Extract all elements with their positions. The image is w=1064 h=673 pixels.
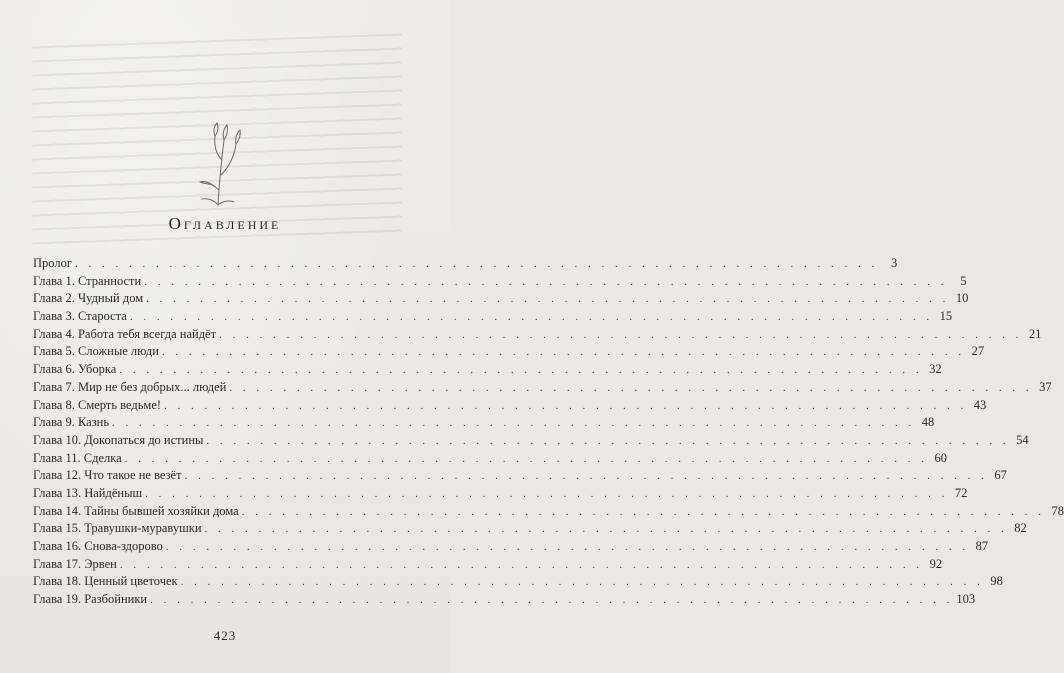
- toc-entry[interactable]: [33, 255, 898, 273]
- toc-entry[interactable]: [33, 591, 976, 609]
- toc-entry-label: Глава 1. Странности: [33, 273, 142, 288]
- toc-entry-label: Глава 9. Казнь: [33, 415, 110, 430]
- toc-entry[interactable]: [33, 308, 953, 326]
- dot-leader: . . . . . . . . . . . . . . . . . . . . . . . . . . . . . . . . . . . . . . . . . . . . . . . . . . . . . . . . . . . .: [180, 576, 984, 589]
- toc-entry-label: Глава 10. Докопаться до истины: [33, 432, 204, 447]
- toc-entry-label: Глава 5. Сложные люди: [33, 344, 159, 359]
- dot-leader: . . . . . . . . . . . . . . . . . . . . . . . . . . . . . . . . . . . . . . . . . . . . . . . . . . . . . . . . . . . .: [184, 470, 988, 483]
- dot-leader: . . . . . . . . . . . . . . . . . . . . . . . . . . . . . . . . . . . . . . . . . . . . . . . . . . . . . . . . . . . .: [164, 399, 968, 412]
- toc-entry[interactable]: [33, 361, 942, 379]
- toc-entry-page: 27: [971, 344, 985, 359]
- toc-entry-label: Глава 6. Уборка: [33, 362, 117, 377]
- toc-entry-label: Глава 7. Мир не без добрых... людей: [33, 379, 227, 394]
- toc-entry[interactable]: [33, 520, 1027, 538]
- dot-leader: . . . . . . . . . . . . . . . . . . . . . . . . . . . . . . . . . . . . . . . . . . . . . . . . . . . . . . . . . . . .: [150, 594, 954, 607]
- dot-leader: . . . . . . . . . . . . . . . . . . . . . . . . . . . . . . . . . . . . . . . . . . . . . . . . . . . . . . . . . . . .: [119, 364, 923, 377]
- dot-leader: . . . . . . . . . . . . . . . . . . . . . . . . . . . . . . . . . . . . . . . . . . . . . . . . . . . . . . . . . . . .: [206, 434, 1010, 447]
- toc-entry-label: Глава 13. Найдёныш: [33, 485, 143, 500]
- toc-entry-page: 92: [929, 556, 943, 571]
- toc-entry[interactable]: [33, 290, 969, 308]
- toc-entry-page: 43: [973, 397, 987, 412]
- dot-leader: . . . . . . . . . . . . . . . . . . . . . . . . . . . . . . . . . . . . . . . . . . . . . . . . . . . . . . . . . . . .: [229, 381, 1033, 394]
- toc-entry-label: Глава 8. Смерть ведьме!: [33, 397, 162, 412]
- toc-entry-page: 37: [1039, 379, 1052, 394]
- toc-entry-page: 15: [939, 309, 953, 324]
- dot-leader: . . . . . . . . . . . . . . . . . . . . . . . . . . . . . . . . . . . . . . . . . . . . . . . . . . . . . . . . . . . .: [124, 452, 928, 465]
- toc-entry-page: 82: [1014, 521, 1027, 536]
- toc-entry[interactable]: [33, 414, 935, 432]
- toc-entry[interactable]: [33, 485, 968, 503]
- toc-entry-page: 98: [990, 574, 1003, 589]
- dot-leader: . . . . . . . . . . . . . . . . . . . . . . . . . . . . . . . . . . . . . . . . . . . . . . . . . . . . . . . . . . . .: [204, 523, 1008, 536]
- toc-entry-label: Глава 12. Что такое не везёт: [33, 468, 182, 483]
- dot-leader: . . . . . . . . . . . . . . . . . . . . . . . . . . . . . . . . . . . . . . . . . . . . . . . . . . . . . . . . . . . .: [119, 558, 924, 571]
- dot-leader: . . . . . . . . . . . . . . . . . . . . . . . . . . . . . . . . . . . . . . . . . . . . . . . . . . . . . . . . . . . .: [129, 311, 934, 324]
- toc-entry[interactable]: [33, 556, 943, 574]
- toc-entry-page: 32: [929, 362, 942, 377]
- toc-entry-label: Глава 15. Травушки-муравушки: [33, 521, 202, 536]
- toc-entry-page: 21: [1028, 326, 1042, 341]
- toc-entry-label: Глава 17. Эрвен: [33, 556, 117, 571]
- dot-leader: . . . . . . . . . . . . . . . . . . . . . . . . . . . . . . . . . . . . . . . . . . . . . . . . . . . . . . . . . . . .: [146, 293, 950, 306]
- toc-entry[interactable]: [33, 450, 947, 468]
- toc-entry[interactable]: [33, 538, 989, 556]
- toc-entry[interactable]: [33, 326, 1042, 344]
- table-of-contents: [33, 255, 1064, 609]
- toc-entry[interactable]: [33, 503, 1064, 521]
- toc-entry[interactable]: [33, 343, 985, 361]
- toc-entry-page: 10: [955, 291, 969, 306]
- dot-leader: . . . . . . . . . . . . . . . . . . . . . . . . . . . . . . . . . . . . . . . . . . . . . . . . . . . . . . . . . . . .: [144, 275, 948, 288]
- toc-entry-page: 87: [975, 539, 989, 553]
- toc-entry-page: 3: [890, 256, 898, 270]
- dot-leader: . . . . . . . . . . . . . . . . . . . . . . . . . . . . . . . . . . . . . . . . . . . . . . . . . . . . . . . . . . . .: [74, 258, 879, 270]
- toc-entry[interactable]: [33, 573, 1003, 591]
- toc-entry-page: 72: [954, 485, 968, 500]
- toc-entry-page: 48: [921, 415, 935, 430]
- toc-entry-label: Пролог: [33, 256, 72, 270]
- toc-entry-label: Глава 11. Сделка: [33, 450, 122, 465]
- toc-entry-page: 103: [956, 592, 976, 607]
- toc-entry-label: Глава 14. Тайны бывшей хозяйки дома: [33, 503, 239, 518]
- toc-entry-label: Глава 4. Работа тебя всегда найдёт: [33, 326, 217, 341]
- toc-entry-page: 78: [1051, 503, 1064, 518]
- toc-entry[interactable]: [33, 397, 987, 415]
- toc-entry[interactable]: [33, 379, 1052, 397]
- dot-leader: . . . . . . . . . . . . . . . . . . . . . . . . . . . . . . . . . . . . . . . . . . . . . . . . . . . . . . . . . . . .: [145, 487, 949, 500]
- dot-leader: . . . . . . . . . . . . . . . . . . . . . . . . . . . . . . . . . . . . . . . . . . . . . . . . . . . . . . . . . . . .: [241, 505, 1045, 518]
- toc-entry-page: 5: [960, 273, 967, 288]
- toc-entry-page: 60: [934, 450, 947, 465]
- toc-entry-label: Глава 16. Снова-здорово: [33, 539, 163, 553]
- toc-entry[interactable]: [33, 432, 1029, 450]
- page-number: 423: [213, 628, 237, 643]
- toc-entry-label: Глава 18. Ценный цветочек: [33, 574, 178, 589]
- herb-sprig-icon: [188, 120, 258, 210]
- toc-entry-page: 54: [1016, 432, 1029, 447]
- dot-leader: . . . . . . . . . . . . . . . . . . . . . . . . . . . . . . . . . . . . . . . . . . . . . . . . . . . . . . . . . . . .: [112, 417, 916, 430]
- toc-entry-label: Глава 2. Чудный дом: [33, 291, 144, 306]
- dot-leader: . . . . . . . . . . . . . . . . . . . . . . . . . . . . . . . . . . . . . . . . . . . . . . . . . . . . . . . . . . . .: [161, 346, 966, 359]
- toc-entry-label: Глава 19. Разбойники: [33, 592, 148, 607]
- toc-entry-page: 67: [994, 468, 1007, 483]
- dot-leader: . . . . . . . . . . . . . . . . . . . . . . . . . . . . . . . . . . . . . . . . . . . . . . . . . . . . . . . . . . . .: [165, 541, 970, 553]
- dot-leader: . . . . . . . . . . . . . . . . . . . . . . . . . . . . . . . . . . . . . . . . . . . . . . . . . . . . . . . . . . . .: [219, 328, 1023, 341]
- toc-entry[interactable]: [33, 467, 1007, 485]
- toc-title: Оглавление: [168, 214, 282, 233]
- toc-entry[interactable]: [33, 273, 967, 291]
- toc-entry-label: Глава 3. Староста: [33, 309, 127, 324]
